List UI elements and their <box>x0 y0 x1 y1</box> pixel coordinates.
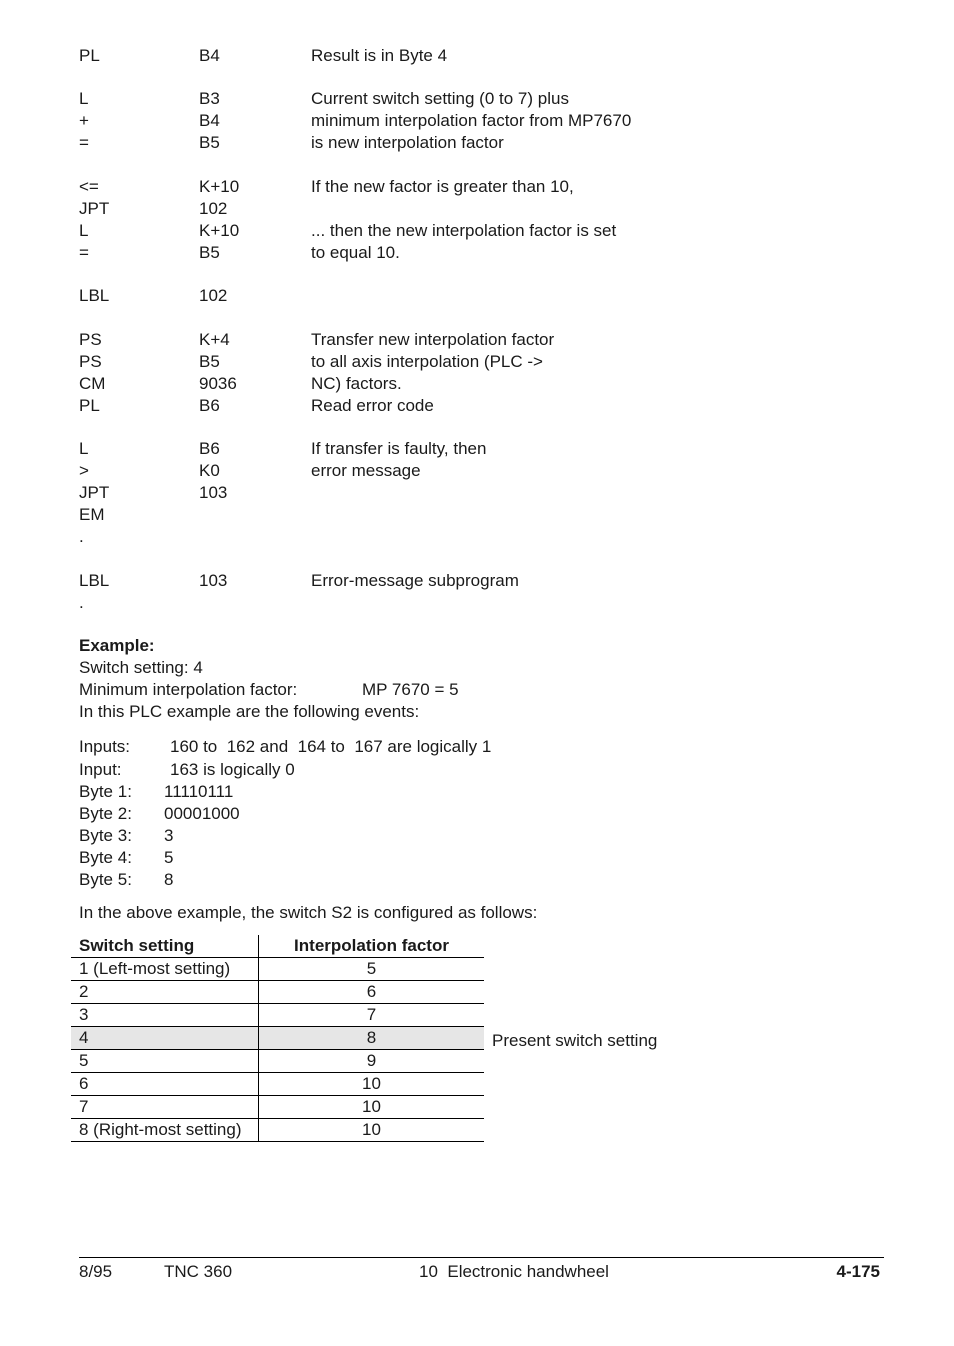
code-op: LBL <box>79 571 110 590</box>
code-arg: 102 <box>199 286 228 305</box>
code-op: . <box>79 593 84 612</box>
cell-switch-setting: 3 <box>71 1004 259 1027</box>
table-row <box>71 1004 484 1027</box>
cell-switch-setting: 5 <box>71 1050 259 1073</box>
code-op: L <box>79 439 89 458</box>
byte-value: 5 <box>164 848 174 867</box>
code-arg: B5 <box>199 133 220 152</box>
cell-switch-setting: 4 <box>71 1027 259 1050</box>
table-row <box>71 1096 484 1119</box>
code-line <box>0 460 954 482</box>
code-arg: B6 <box>199 396 220 415</box>
code-op: PL <box>79 46 100 65</box>
code-comment: error message <box>311 461 421 480</box>
footer-product: TNC 360 <box>164 1262 233 1281</box>
cell-interpolation-factor: 7 <box>259 1004 485 1027</box>
code-op: + <box>79 111 89 130</box>
code-arg: K+10 <box>199 177 240 196</box>
code-comment: Read error code <box>311 396 434 415</box>
code-op: <= <box>79 177 99 196</box>
cell-interpolation-factor: 10 <box>259 1073 485 1096</box>
code-comment: Error-message subprogram <box>311 571 519 590</box>
cell-interpolation-factor: 5 <box>259 958 485 981</box>
table-row <box>71 1119 484 1142</box>
code-comment: Transfer new interpolation factor <box>311 330 555 349</box>
code-op: > <box>79 461 89 480</box>
input-value: 163 is logically 0 <box>170 760 295 779</box>
table-header-row <box>71 935 484 958</box>
byte-label: Byte 1: <box>79 782 132 801</box>
code-line <box>0 110 954 132</box>
code-op: PS <box>79 352 102 371</box>
byte-label: Byte 5: <box>79 870 132 889</box>
code-arg: B4 <box>199 111 220 130</box>
code-line <box>0 285 954 307</box>
code-arg: B3 <box>199 89 220 108</box>
byte-value: 8 <box>164 870 174 889</box>
byte-label: Byte 3: <box>79 826 132 845</box>
switch-factor-table <box>71 935 484 1142</box>
code-line <box>0 373 954 395</box>
example-heading: Example: <box>79 636 155 655</box>
code-comment: NC) factors. <box>311 374 402 393</box>
cell-interpolation-factor: 9 <box>259 1050 485 1073</box>
byte-row <box>79 825 779 847</box>
byte-row <box>79 847 779 869</box>
code-line <box>0 395 954 417</box>
header-interpolation-factor: Interpolation factor <box>259 935 485 958</box>
cell-interpolation-factor: 6 <box>259 981 485 1004</box>
code-op: JPT <box>79 199 110 218</box>
code-arg: B6 <box>199 439 220 458</box>
code-comment: to equal 10. <box>311 243 400 262</box>
code-comment: ... then the new interpolation factor is set <box>311 221 617 240</box>
config-intro: In the above example, the switch S2 is configured as follows: <box>79 903 538 922</box>
code-arg: 103 <box>199 571 228 590</box>
code-op: L <box>79 89 89 108</box>
byte-label: Byte 4: <box>79 848 132 867</box>
inputs-label: Inputs: <box>79 737 131 756</box>
code-line <box>0 198 954 220</box>
code-comment: Current switch setting (0 to 7) plus <box>311 89 569 108</box>
byte-row <box>79 781 779 803</box>
code-line <box>0 592 954 614</box>
code-op: JPT <box>79 483 110 502</box>
code-op: = <box>79 243 89 262</box>
byte-value: 00001000 <box>164 804 240 823</box>
code-line <box>0 570 954 592</box>
code-comment: is new interpolation factor <box>311 133 504 152</box>
code-line <box>0 45 954 67</box>
code-line <box>0 351 954 373</box>
byte-row <box>79 869 779 891</box>
cell-switch-setting: 2 <box>71 981 259 1004</box>
cell-interpolation-factor: 10 <box>259 1096 485 1119</box>
footer-page-number: 4-175 <box>836 1262 880 1281</box>
byte-value: 11110111 <box>164 782 234 801</box>
min-factor-label: Minimum interpolation factor: <box>79 680 298 699</box>
code-op: = <box>79 133 89 152</box>
header-switch-setting: Switch setting <box>71 935 259 958</box>
cell-switch-setting: 8 (Right-most setting) <box>71 1119 259 1142</box>
code-line <box>0 88 954 110</box>
code-op: EM <box>79 505 105 524</box>
code-line <box>0 329 954 351</box>
code-arg: 103 <box>199 483 228 502</box>
inputs-value: 160 to 162 and 164 to 167 are logically 1 <box>170 737 492 756</box>
code-line <box>0 176 954 198</box>
code-line <box>0 132 954 154</box>
cell-switch-setting: 6 <box>71 1073 259 1096</box>
table-row <box>71 958 484 981</box>
code-comment: Result is in Byte 4 <box>311 46 448 65</box>
events-intro: In this PLC example are the following events: <box>79 702 420 721</box>
code-arg: B5 <box>199 243 220 262</box>
present-setting-note: Present switch setting <box>492 1031 658 1050</box>
code-arg: K+10 <box>199 221 240 240</box>
code-op: CM <box>79 374 106 393</box>
table-row <box>71 1073 484 1096</box>
code-arg: 9036 <box>199 374 237 393</box>
code-arg: B5 <box>199 352 220 371</box>
code-arg: K+4 <box>199 330 230 349</box>
cell-switch-setting: 7 <box>71 1096 259 1119</box>
code-comment: If transfer is faulty, then <box>311 439 487 458</box>
code-line <box>0 504 954 526</box>
table-row <box>71 1027 484 1050</box>
code-line <box>0 482 954 504</box>
min-factor-value: MP 7670 = 5 <box>362 680 459 699</box>
code-arg: K0 <box>199 461 220 480</box>
table-row <box>71 981 484 1004</box>
footer-divider <box>79 1257 884 1258</box>
code-line <box>0 220 954 242</box>
code-line <box>0 526 954 548</box>
byte-row <box>79 803 779 825</box>
code-line <box>0 242 954 264</box>
code-arg: 102 <box>199 199 228 218</box>
input-label: Input: <box>79 760 122 779</box>
byte-label: Byte 2: <box>79 804 132 823</box>
code-comment: to all axis interpolation (PLC -> <box>311 352 543 371</box>
code-op: PS <box>79 330 102 349</box>
code-op: PL <box>79 396 100 415</box>
cell-interpolation-factor: 8 <box>259 1027 485 1050</box>
table-row <box>71 1050 484 1073</box>
byte-value: 3 <box>164 826 174 845</box>
cell-interpolation-factor: 10 <box>259 1119 485 1142</box>
code-op: L <box>79 221 89 240</box>
code-comment: minimum interpolation factor from MP7670 <box>311 111 632 130</box>
code-op: LBL <box>79 286 110 305</box>
cell-switch-setting: 1 (Left-most setting) <box>71 958 259 981</box>
footer-date: 8/95 <box>79 1262 113 1281</box>
footer-chapter: 10 Electronic handwheel <box>419 1262 609 1281</box>
code-arg: B4 <box>199 46 220 65</box>
code-line <box>0 438 954 460</box>
code-op: . <box>79 527 84 546</box>
switch-setting-text: Switch setting: 4 <box>79 658 203 677</box>
code-comment: If the new factor is greater than 10, <box>311 177 574 196</box>
